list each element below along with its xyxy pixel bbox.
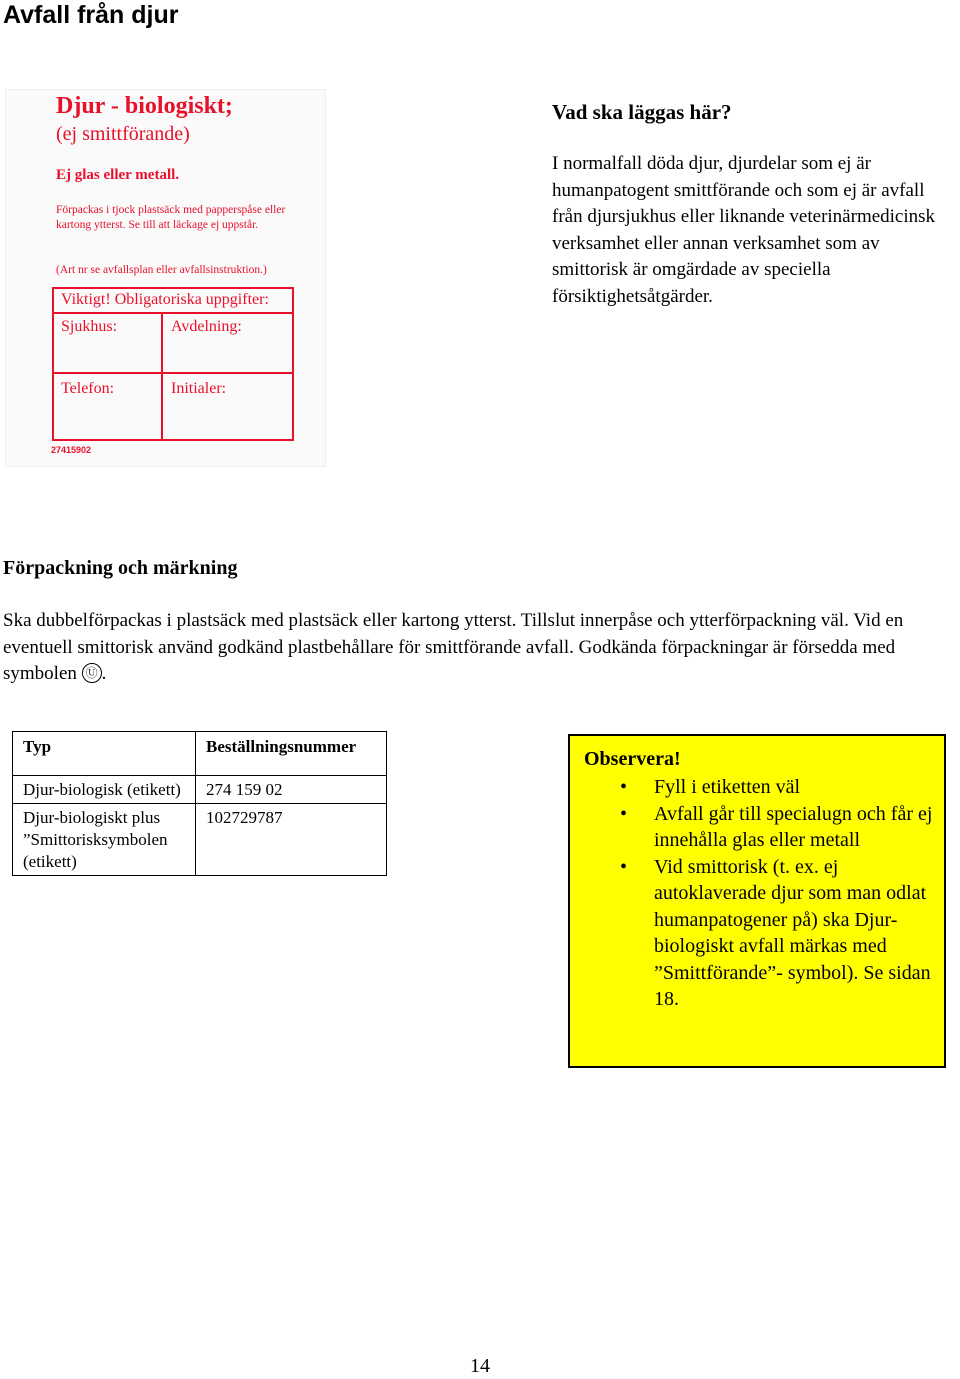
label-art-nr: (Art nr se avfallsplan eller avfallsinstruktion.) [56,264,267,276]
page-title: Avfall från djur [3,1,179,29]
label-important-row [54,289,292,314]
label-department: Avdelning: [171,318,242,335]
notice-list [584,774,934,1013]
table-cell-order-number: 102729787 [196,804,387,876]
waste-label-image [5,89,326,467]
label-title: Djur - biologiskt; [56,93,233,119]
table-header-order-number: Beställningsnummer [196,732,387,776]
order-number-table [12,731,387,876]
table-cell-order-number: 274 159 02 [196,776,387,804]
list-item: • Vid smittorisk (t. ex. ej autoklaverade djur som man odlat humanpatogener på) ska Djur-biologiskt avfall märkas med ”Smittförande”- symbol). Se sidan 18. [584,854,934,1013]
label-divider [54,372,292,374]
packaging-text [3,608,960,688]
label-divider [161,374,163,439]
table-row [13,804,387,876]
packaging-heading: Förpackning och märkning [3,557,238,579]
table-header-row [13,732,387,776]
table-cell-type: Djur-biologiskt plus ”Smittorisksymbolen (etikett) [13,804,196,876]
packaging-body: Ska dubbelförpackas i plastsäck med plastsäck eller kartong ytterst. Tillslut innerpåse och ytterförpackning väl. Vid en eventuell smittorisk använd godkänd plastbehållare för smittförande avfall. Godkända förpackningar är försedda med symbolen [3,610,904,684]
label-phone: Telefon: [61,380,115,397]
table-cell-type: Djur-biologisk (etikett) [13,776,196,804]
label-form-box [52,287,294,441]
label-instructions: Förpackas i tjock plastsäck med papperspåse eller kartong ytterst. Se till att läckage ej uppstår. [56,204,286,231]
label-no-glass: Ej glas eller metall. [56,167,180,183]
label-number: 27415902 [51,445,92,455]
label-hospital: Sjukhus: [61,318,118,335]
what-goes-here-heading: Vad ska läggas här? [552,100,732,124]
biohazard-symbol-icon: Ⓤ [82,663,102,683]
label-initials: Initialer: [171,380,227,397]
packaging-end: . [101,663,107,684]
label-divider [161,314,163,372]
label-subtitle: (ej smittförande) [56,123,190,145]
list-item: • Avfall går till specialugn och får ej innehålla glas eller metall [584,801,934,854]
label-important: Viktigt! Obligatoriska uppgifter: [61,291,269,308]
what-goes-here-text: I normalfall döda djur, djurdelar som ej är humanpatogent smittförande och som ej är avfall från djursjukhus eller liknande veterinärmedicinsk verksamhet eller annan verksamhet som av smittorisk är omgärdade av speciella försiktighetsåtgärder. [552,153,936,307]
table-row [13,776,387,804]
table-header-type: Typ [13,732,196,776]
notice-box [568,734,946,1068]
notice-title: Observera! [584,748,681,770]
list-item: • Fyll i etiketten väl [584,774,934,801]
page-number: 14 [470,1355,490,1377]
